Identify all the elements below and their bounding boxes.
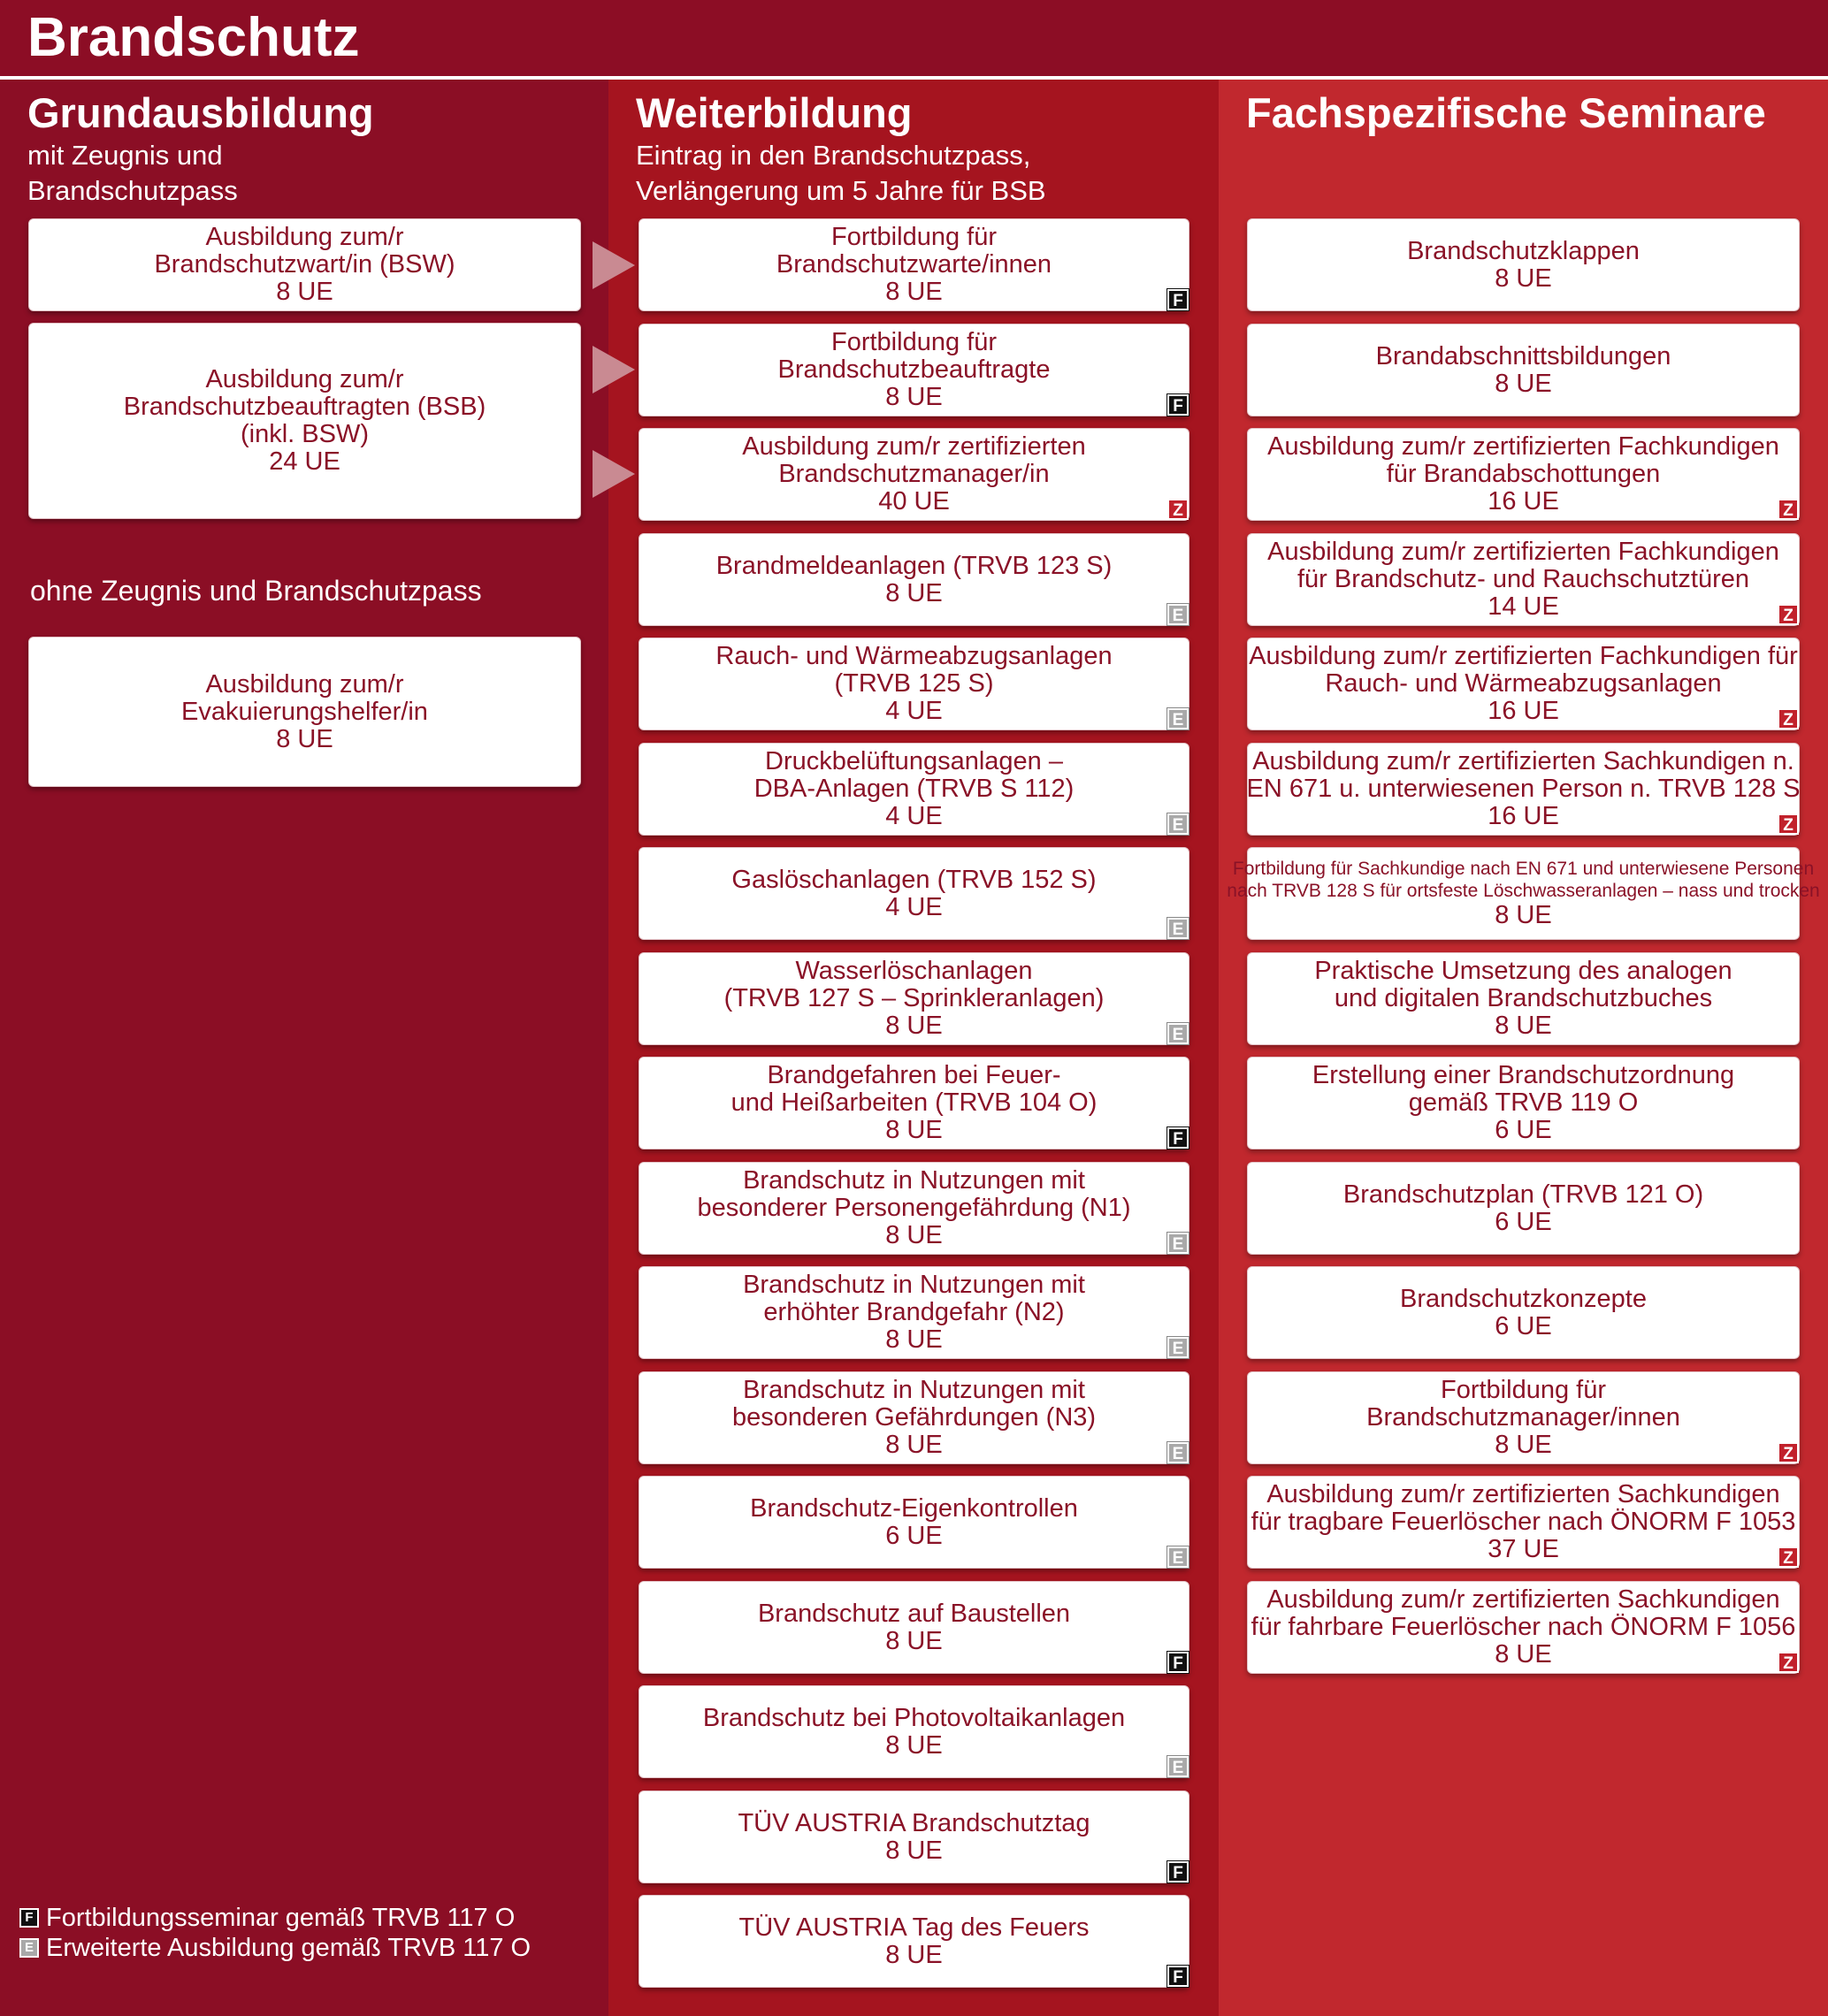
course-text-line: Fortbildung für Sachkundige nach EN 671 und unterwiesene Personen	[1232, 859, 1815, 879]
course-box[interactable]	[1247, 428, 1800, 521]
course-text-line: für Brandabschottungen	[1386, 460, 1661, 488]
column-heading: Weiterbildung	[636, 89, 913, 136]
course-text-line: Fortbildung für	[831, 223, 997, 251]
course-text-line: besonderer Personengefährdung (N1)	[697, 1194, 1131, 1222]
fortbildung-badge-icon: F	[1167, 1652, 1189, 1673]
course-box[interactable]	[639, 1057, 1189, 1149]
column-heading: Grundausbildung	[27, 89, 374, 136]
column-grundausbildung	[0, 80, 608, 2016]
course-text-line: 8 UE	[1495, 369, 1552, 398]
course-text-line: TÜV AUSTRIA Brandschutztag	[738, 1808, 1090, 1837]
course-box[interactable]	[1247, 218, 1800, 311]
course-text-line: 8 UE	[885, 383, 943, 411]
course-box[interactable]	[639, 847, 1189, 940]
course-box[interactable]	[639, 638, 1189, 730]
course-box[interactable]	[1247, 638, 1800, 730]
course-box[interactable]	[28, 218, 581, 311]
page-title: Brandschutz	[27, 7, 360, 68]
course-text-line: Brandschutzbeauftragten (BSB)	[123, 393, 486, 421]
course-box[interactable]	[1247, 1371, 1800, 1464]
course-text-line: Brandschutzmanager/innen	[1366, 1403, 1680, 1432]
course-text-line: Gaslöschanlagen (TRVB 152 S)	[731, 865, 1097, 894]
course-text-line: 8 UE	[1495, 901, 1552, 929]
erweitert-badge-icon: E	[1167, 918, 1189, 939]
course-box[interactable]	[639, 952, 1189, 1045]
erweitert-badge-icon: E	[1167, 813, 1189, 835]
erweitert-badge-icon: E	[1167, 1442, 1189, 1463]
course-text-line: 8 UE	[885, 1836, 943, 1865]
erweitert-badge-icon: E	[1167, 1233, 1189, 1254]
course-text-line: Brandschutzplan (TRVB 121 O)	[1342, 1180, 1704, 1209]
course-box[interactable]	[1247, 952, 1800, 1045]
course-text-line: DBA-Anlagen (TRVB S 112)	[753, 775, 1075, 803]
course-text-line: 4 UE	[885, 697, 943, 725]
page-header	[0, 0, 1828, 80]
course-text-line: Wasserlöschanlagen	[795, 957, 1033, 985]
course-text-line: und digitalen Brandschutzbuches	[1334, 984, 1713, 1012]
course-box[interactable]	[639, 1266, 1189, 1359]
course-box[interactable]	[639, 1162, 1189, 1255]
course-text-line: Brandschutzklappen	[1407, 236, 1640, 265]
course-box[interactable]	[639, 1895, 1189, 1988]
course-box[interactable]	[639, 743, 1189, 836]
course-text-line: 8 UE	[885, 1325, 943, 1354]
column-weiterbildung	[608, 80, 1219, 2016]
course-box[interactable]	[639, 1581, 1189, 1674]
course-text-line: und Heißarbeiten (TRVB 104 O)	[730, 1088, 1098, 1117]
course-text-line: 8 UE	[1495, 1431, 1552, 1459]
course-box[interactable]	[639, 533, 1189, 626]
zertifiziert-badge-icon: Z	[1778, 1546, 1799, 1568]
course-text-line: Brandschutzbeauftragte	[777, 355, 1051, 384]
course-text-line: erhöhter Brandgefahr (N2)	[763, 1298, 1065, 1326]
course-text-line: Fortbildung für	[1441, 1376, 1606, 1404]
course-text-line: 8 UE	[885, 1626, 943, 1655]
erweitert-badge-icon: E	[1167, 604, 1189, 625]
subtitle-line: mit Zeugnis und	[27, 140, 223, 171]
course-text-line: (TRVB 125 S)	[834, 669, 994, 698]
course-text-line: Praktische Umsetzung des analogen	[1314, 957, 1732, 985]
subtitle-line: Verlängerung um 5 Jahre für BSB	[636, 175, 1046, 206]
course-text-line: 8 UE	[1495, 1012, 1552, 1040]
erweitert-badge-icon: E	[1167, 1756, 1189, 1777]
subtitle-line: Eintrag in den Brandschutzpass,	[636, 140, 1031, 171]
fortbildung-badge-icon: F	[1167, 1861, 1189, 1882]
course-text-line: Brandschutz bei Photovoltaikanlagen	[702, 1703, 1126, 1732]
course-text-line: Brandschutz in Nutzungen mit	[743, 1376, 1085, 1404]
course-box[interactable]	[1247, 324, 1800, 416]
course-box[interactable]	[1247, 1581, 1800, 1674]
course-box[interactable]	[639, 1791, 1189, 1883]
course-text-line: Brandschutzkonzepte	[1400, 1284, 1647, 1313]
zertifiziert-badge-icon: Z	[1778, 1442, 1799, 1463]
course-box[interactable]	[639, 218, 1189, 311]
zertifiziert-badge-icon: Z	[1778, 1652, 1799, 1673]
course-text-line: 8 UE	[885, 1012, 943, 1040]
fortbildung-badge-icon: F	[19, 1908, 39, 1928]
course-text-line: 4 UE	[885, 892, 943, 921]
course-text-line: Brandschutzmanager/in	[778, 460, 1050, 488]
column-subtitle	[636, 138, 1046, 209]
course-text-line: für fahrbare Feuerlöscher nach ÖNORM F 1056	[1251, 1613, 1796, 1641]
course-text-line: Ausbildung zum/r zertifizierten Sachkundigen n.	[1252, 747, 1794, 775]
course-text-line: Fortbildung für	[831, 328, 997, 356]
erweitert-badge-icon: E	[1167, 1337, 1189, 1358]
course-box[interactable]	[1227, 847, 1820, 940]
course-text-line: 14 UE	[1488, 592, 1559, 621]
course-text-line: Ausbildung zum/r zertifizierten Sachkundigen	[1266, 1585, 1780, 1614]
course-text-line: besonderen Gefährdungen (N3)	[731, 1403, 1097, 1432]
legend-item-e	[19, 1933, 531, 1963]
fortbildung-badge-icon: F	[1167, 289, 1189, 310]
course-text-line: 16 UE	[1488, 487, 1559, 515]
arrow-right-icon	[593, 450, 635, 498]
column-subtitle	[27, 138, 238, 209]
course-text-line: Brandschutzwart/in (BSW)	[154, 250, 455, 279]
course-box[interactable]	[1247, 1476, 1800, 1569]
course-text-line: Evakuierungshelfer/in	[181, 697, 428, 726]
column-fachspezifische-seminare	[1219, 80, 1828, 2016]
course-text-line: Ausbildung zum/r zertifizierten Sachkundigen	[1266, 1480, 1780, 1508]
legend-text: Fortbildungsseminar gemäß TRVB 117 O	[46, 1903, 516, 1932]
course-text-line: für tragbare Feuerlöscher nach ÖNORM F 1053	[1251, 1508, 1796, 1536]
course-text-line: 8 UE	[885, 578, 943, 607]
course-text-line: (TRVB 127 S – Sprinkleranlagen)	[723, 984, 1105, 1012]
course-text-line: 16 UE	[1488, 697, 1559, 725]
arrow-right-icon	[593, 241, 635, 289]
course-text-line: nach TRVB 128 S für ortsfeste Löschwasseranlagen – nass und trocken	[1227, 881, 1820, 901]
course-text-line: 8 UE	[1495, 263, 1552, 293]
course-text-line: Ausbildung zum/r	[205, 223, 404, 251]
erweitert-badge-icon: E	[19, 1938, 39, 1958]
course-box[interactable]	[1247, 1057, 1800, 1149]
course-text-line: für Brandschutz- und Rauchschutztüren	[1297, 565, 1749, 593]
course-text-line: 8 UE	[1495, 1640, 1552, 1669]
zertifiziert-badge-icon: Z	[1778, 708, 1799, 729]
course-box[interactable]	[1247, 743, 1800, 836]
course-text-line: Ausbildung zum/r	[205, 669, 404, 699]
course-text-line: Brandgefahren bei Feuer-	[767, 1061, 1061, 1089]
course-box[interactable]	[639, 1685, 1189, 1778]
erweitert-badge-icon: E	[1167, 708, 1189, 729]
course-text-line: 8 UE	[885, 1431, 943, 1459]
course-text-line: Ausbildung zum/r zertifizierten Fachkundigen	[1267, 432, 1779, 461]
fortbildung-badge-icon: F	[1167, 1966, 1189, 1987]
course-text-line: 8 UE	[885, 1940, 943, 1969]
course-box[interactable]	[1247, 1162, 1800, 1255]
course-text-line: gemäß TRVB 119 O	[1408, 1088, 1639, 1117]
course-text-line: 4 UE	[885, 802, 943, 830]
course-text-line: 6 UE	[885, 1521, 943, 1550]
course-text-line: Brandabschnittsbildungen	[1375, 341, 1671, 370]
course-text-line: Brandschutz auf Baustellen	[757, 1599, 1071, 1628]
fortbildung-badge-icon: F	[1167, 1127, 1189, 1149]
course-box[interactable]	[1247, 533, 1800, 626]
legend-text: Erweiterte Ausbildung gemäß TRVB 117 O	[46, 1933, 532, 1962]
course-text-line: 8 UE	[276, 724, 333, 753]
zertifiziert-badge-icon: Z	[1778, 604, 1799, 625]
course-text-line: Brandschutz-Eigenkontrollen	[750, 1493, 1078, 1523]
course-text-line: 6 UE	[1495, 1116, 1552, 1144]
zertifiziert-badge-icon: Z	[1167, 499, 1189, 520]
course-text-line: 8 UE	[885, 1116, 943, 1144]
course-text-line: Rauch- und Wärmeabzugsanlagen	[1325, 669, 1722, 698]
course-text-line: 6 UE	[1495, 1207, 1552, 1236]
course-text-line: Ausbildung zum/r zertifizierten Fachkundigen für	[1249, 642, 1798, 670]
course-text-line: 37 UE	[1488, 1535, 1559, 1563]
course-box[interactable]	[639, 324, 1189, 416]
erweitert-badge-icon: E	[1167, 1546, 1189, 1568]
arrow-right-icon	[593, 346, 635, 393]
course-box[interactable]	[28, 323, 581, 519]
course-text-line: 6 UE	[1495, 1311, 1552, 1340]
course-text-line: Ausbildung zum/r zertifizierten	[742, 432, 1086, 461]
course-text-line: (inkl. BSW)	[241, 420, 369, 448]
course-text-line: 24 UE	[269, 447, 340, 476]
course-text-line: Erstellung einer Brandschutzordnung	[1312, 1061, 1735, 1089]
course-text-line: Ausbildung zum/r	[205, 365, 404, 393]
course-text-line: Brandmeldeanlagen (TRVB 123 S)	[715, 551, 1113, 580]
course-text-line: Ausbildung zum/r zertifizierten Fachkundigen	[1267, 538, 1779, 566]
course-text-line: 8 UE	[885, 1730, 943, 1760]
subtitle-line: Brandschutzpass	[27, 175, 238, 206]
course-text-line: TÜV AUSTRIA Tag des Feuers	[738, 1913, 1090, 1942]
course-box[interactable]	[639, 1476, 1189, 1569]
course-text-line: 8 UE	[276, 278, 333, 306]
zertifiziert-badge-icon: Z	[1778, 499, 1799, 520]
column-heading: Fachspezifische Seminare	[1246, 89, 1766, 136]
course-text-line: Brandschutzwarte/innen	[776, 250, 1052, 279]
zertifiziert-badge-icon: Z	[1778, 813, 1799, 835]
legend	[19, 1903, 531, 1963]
course-box[interactable]	[28, 637, 581, 787]
course-text-line: Brandschutz in Nutzungen mit	[743, 1166, 1085, 1195]
section-note: ohne Zeugnis und Brandschutzpass	[30, 575, 482, 607]
legend-item-f	[19, 1903, 531, 1933]
course-box[interactable]	[1247, 1266, 1800, 1359]
course-text-line: 8 UE	[885, 1221, 943, 1249]
course-text-line: Brandschutz in Nutzungen mit	[743, 1271, 1085, 1299]
course-text-line: Druckbelüftungsanlagen –	[765, 747, 1063, 775]
fortbildung-badge-icon: F	[1167, 394, 1189, 416]
course-box[interactable]	[639, 428, 1189, 521]
course-text-line: 40 UE	[878, 487, 950, 515]
course-text-line: Rauch- und Wärmeabzugsanlagen	[715, 642, 1113, 670]
course-text-line: EN 671 u. unterwiesenen Person n. TRVB 128 S	[1246, 775, 1801, 803]
course-text-line: 16 UE	[1488, 802, 1559, 830]
erweitert-badge-icon: E	[1167, 1023, 1189, 1044]
course-text-line: 8 UE	[885, 278, 943, 306]
course-box[interactable]	[639, 1371, 1189, 1464]
